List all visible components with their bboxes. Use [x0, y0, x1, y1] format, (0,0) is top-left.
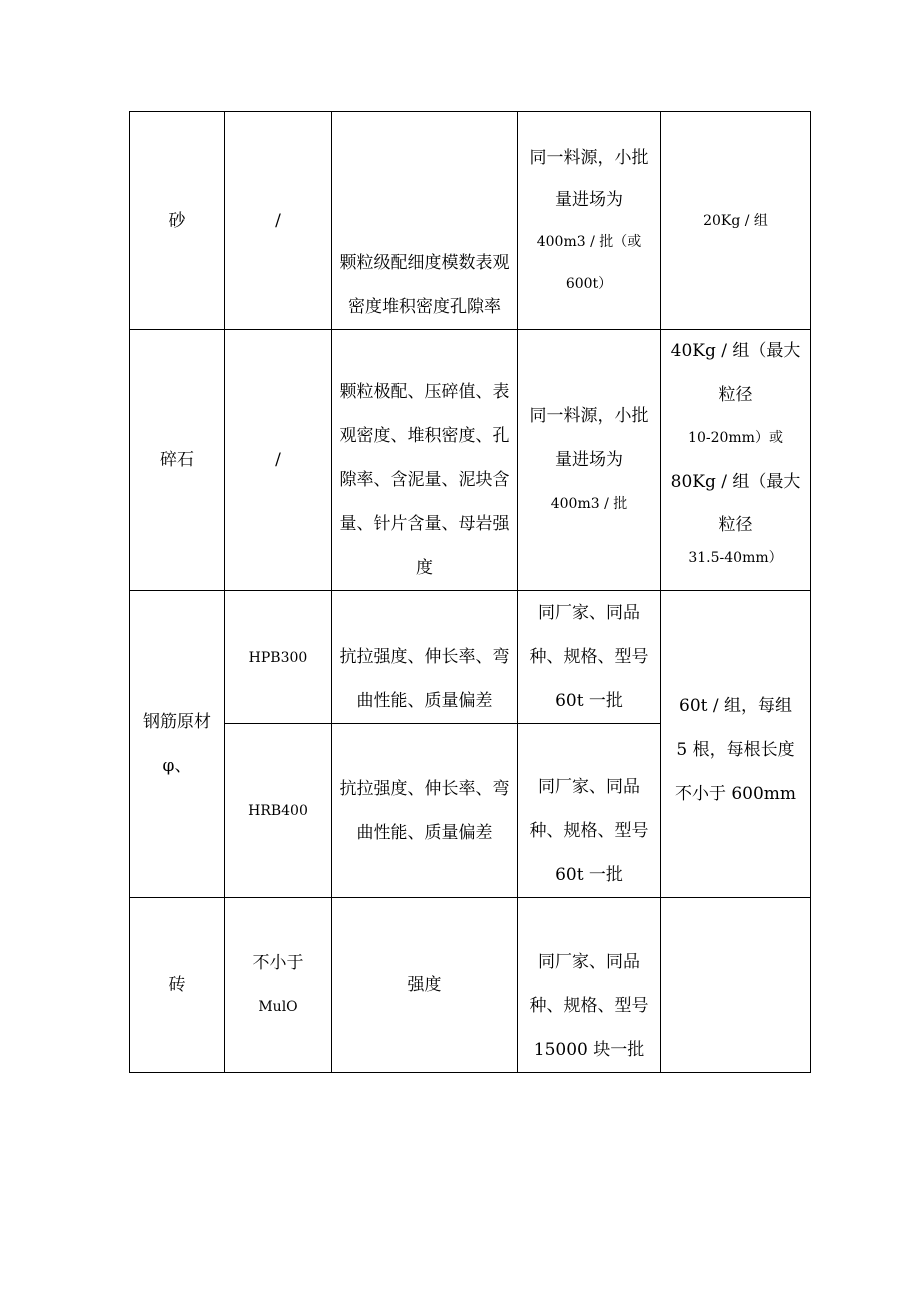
test-items-cell: [332, 112, 518, 330]
test-items-cell: [332, 330, 518, 591]
batch-cell: [518, 112, 661, 330]
test-items-cell: [332, 591, 518, 724]
batch-line: 种、规格、型号: [529, 996, 649, 1016]
batch-line: 同厂家、同品: [538, 603, 640, 623]
grade-label: MulO: [258, 999, 298, 1015]
batch-line: 60t 一批: [555, 865, 623, 885]
test-items-text: 抗拉强度、伸长率、弯曲性能、质量偏差: [339, 647, 510, 711]
grade-label: HRB400: [248, 803, 308, 819]
batch-line: 种、规格、型号: [529, 821, 649, 841]
batch-cell: [518, 330, 661, 591]
batch-line: 60t 一批: [555, 691, 623, 711]
batch-line: 同一料源，小批: [529, 147, 649, 168]
grade-cell: [225, 330, 332, 591]
material-label: 钢筋原材φ、: [143, 712, 211, 776]
test-items-cell: [332, 724, 518, 898]
material-label: 碎石: [160, 450, 194, 470]
table-row: [130, 112, 811, 330]
table-row: [130, 330, 811, 591]
sample-cell: [661, 591, 811, 898]
grade-label: /: [275, 450, 281, 470]
batch-cell: [518, 898, 661, 1073]
sample-line: 不小于 600mm: [674, 784, 797, 804]
grade-cell: [225, 591, 332, 724]
batch-line: 量进场为: [555, 450, 623, 470]
sample-line: 80Kg / 组（最大: [670, 471, 801, 492]
grade-label: /: [275, 210, 281, 231]
test-items-cell: [332, 898, 518, 1073]
sample-line: 40Kg / 组（最大: [670, 341, 801, 361]
grade-label: HPB300: [248, 650, 308, 666]
material-cell: [130, 898, 225, 1073]
batch-line: 量进场为: [555, 189, 623, 210]
grade-cell: [225, 898, 332, 1073]
batch-line: 600t）: [565, 275, 613, 292]
batch-line: 15000 块一批: [533, 1040, 645, 1060]
material-cell: [130, 591, 225, 898]
material-label: 砖: [168, 975, 186, 995]
sample-line: 31.5-40mm）: [688, 549, 783, 564]
batch-line: 400m3 / 批: [550, 496, 628, 512]
materials-table: [129, 111, 811, 1073]
sample-line: 60t / 组，每组: [679, 696, 792, 716]
test-items-text: 抗拉强度、伸长率、弯曲性能、质量偏差: [339, 778, 510, 843]
test-items-text: 颗粒级配细度模数表观密度堆积密度孔隙率: [339, 253, 510, 317]
batch-line: 种、规格、型号: [529, 647, 649, 667]
grade-cell: [225, 112, 332, 330]
batch-cell: [518, 591, 661, 724]
sample-line: 20Kg / 组: [703, 213, 768, 229]
batch-line: 同厂家、同品: [538, 777, 640, 797]
sample-cell: [661, 330, 811, 591]
material-cell: [130, 330, 225, 591]
material-label: 砂: [168, 210, 186, 231]
batch-line: 同一料源，小批: [529, 406, 649, 426]
table-row: [130, 591, 811, 724]
batch-line: 同厂家、同品: [538, 952, 640, 972]
sample-line: 粒径: [718, 515, 753, 535]
batch-cell: [518, 724, 661, 898]
sample-line: 5 根，每根长度: [676, 740, 795, 760]
batch-line: 400m3 / 批（或: [536, 233, 642, 250]
test-items-text: 强度: [407, 975, 442, 995]
sample-cell: [661, 112, 811, 330]
grade-cell: [225, 724, 332, 898]
sample-line: 粒径: [718, 384, 753, 405]
grade-label: 不小于: [252, 953, 304, 973]
test-items-text: 颗粒极配、压碎值、表观密度、堆积密度、孔隙率、含泥量、泥块含量、针片含量、母岩强度: [339, 382, 510, 578]
sample-cell: [661, 898, 811, 1073]
sample-line: 10-20mm）或: [688, 430, 783, 446]
material-cell: [130, 112, 225, 330]
table-row: [130, 898, 811, 1073]
